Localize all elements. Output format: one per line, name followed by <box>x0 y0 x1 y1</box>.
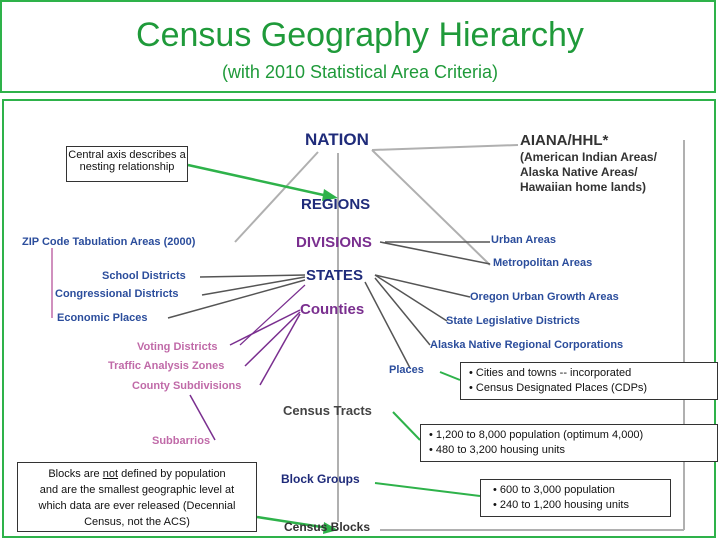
aiana-title: AIANA/HHL* <box>520 132 609 149</box>
page-title: Census Geography Hierarchy <box>136 16 584 54</box>
geo-alaska-corps: Alaska Native Regional Corporations <box>430 339 624 351</box>
aiana-line <box>372 145 518 150</box>
axis-note-arrow <box>188 165 328 196</box>
callout-tracts: • 1,200 to 8,000 population (optimum 4,000) • 480 to 3,200 housing units <box>420 424 718 462</box>
geo-places: Places <box>389 364 424 376</box>
geo-zcta: ZIP Code Tabulation Areas (2000) <box>22 236 196 248</box>
geo-voting-districts: Voting Districts <box>137 341 218 353</box>
geo-congressional-districts: Congressional Districts <box>55 288 179 300</box>
page-subtitle: (with 2010 Statistical Area Criteria) <box>221 62 499 82</box>
level-states: STATES <box>306 267 363 284</box>
callout-blocks-note: Blocks are not defined by population and are the smallest geographic level at which data are ever released (Decennial Census, not the ACS) <box>17 462 257 532</box>
nation-urban-line <box>372 150 490 265</box>
level-divisions: DIVISIONS <box>296 234 372 251</box>
geo-traffic-analysis-zones: Traffic Analysis Zones <box>108 360 225 372</box>
level-counties: Counties <box>300 301 365 318</box>
level-census-blocks: Census Blocks <box>284 520 371 534</box>
geo-subbarrios: Subbarrios <box>152 435 211 447</box>
callout-places: • Cities and towns -- incorporated • Census Designated Places (CDPs) <box>460 362 718 400</box>
aiana-line1: (American Indian Areas/ <box>520 150 657 164</box>
level-nation: NATION <box>305 130 369 149</box>
callout-block-groups: • 600 to 3,000 population • 240 to 1,200 housing units <box>480 479 671 517</box>
geo-urban-areas: Urban Areas <box>491 234 557 246</box>
level-block-groups: Block Groups <box>281 472 360 486</box>
geo-school-districts: School Districts <box>102 270 186 282</box>
geo-oregon-ugas: Oregon Urban Growth Areas <box>470 291 619 303</box>
geo-metropolitan-areas: Metropolitan Areas <box>493 257 593 269</box>
level-census-tracts: Census Tracts <box>283 403 372 418</box>
tracts-note-arrow <box>393 412 420 440</box>
geo-state-legislative: State Legislative Districts <box>446 315 580 327</box>
places-note-arrow <box>440 372 460 380</box>
geo-county-subdivisions: County Subdivisions <box>132 380 242 392</box>
aiana-line3: Hawaiian home lands) <box>520 180 647 194</box>
blockgroups-note-arrow <box>375 483 480 496</box>
aiana-line2: Alaska Native Areas/ <box>520 165 638 179</box>
callout-axis-note: Central axis describes a nesting relationship <box>66 146 188 182</box>
geo-economic-places: Economic Places <box>57 312 148 324</box>
level-regions: REGIONS <box>301 196 371 213</box>
